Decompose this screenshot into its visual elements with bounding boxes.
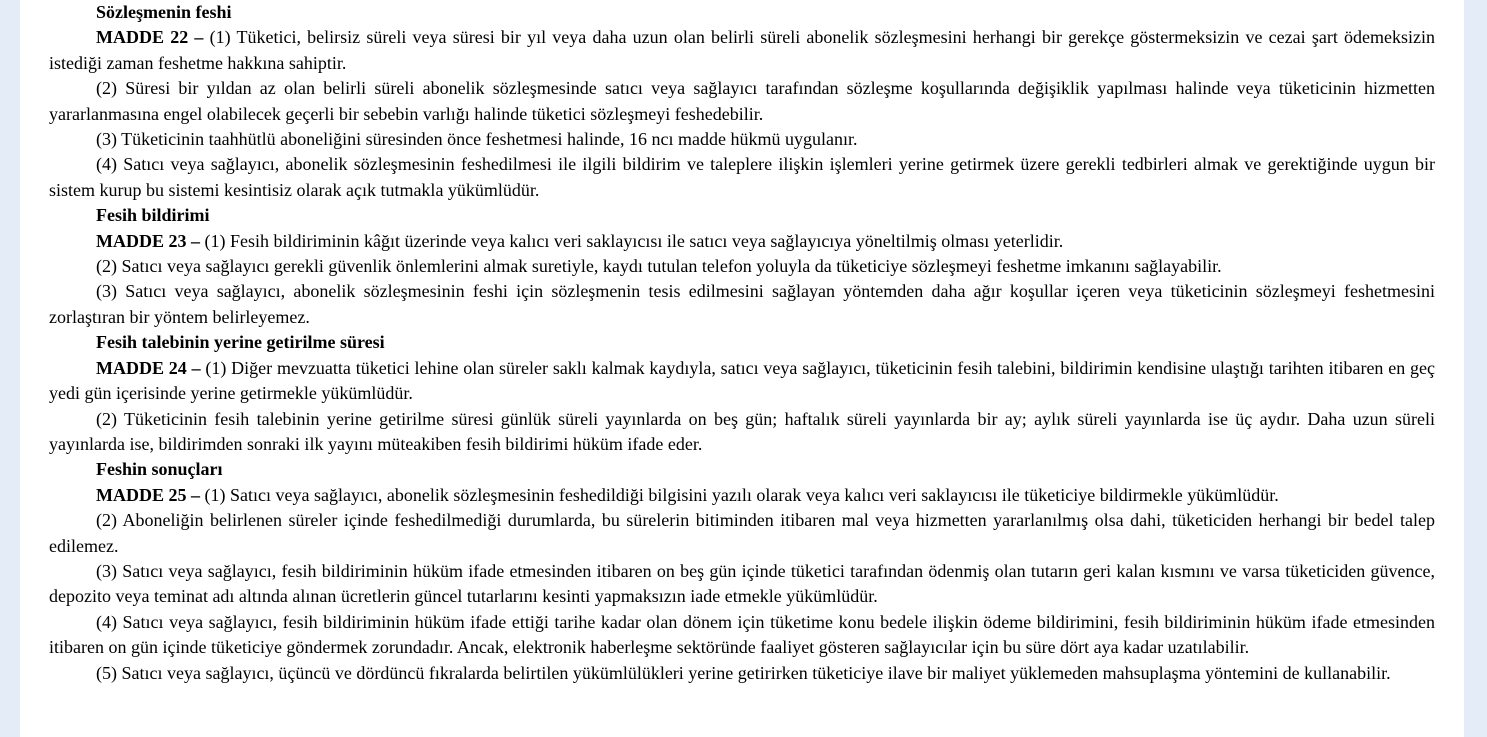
paragraph-madde-24-1 xyxy=(49,356,1435,407)
article-label-madde-23: MADDE 23 – xyxy=(96,230,200,251)
article-label-madde-22: MADDE 22 – xyxy=(96,27,204,48)
document-page xyxy=(20,0,1464,737)
paragraph-madde-23-2: (2) Satıcı veya sağlayıcı gerekli güvenlik önlemlerini almak suretiyle, kaydı tutulan telefon yoluyla da tüketiciye sözleşmeyi feshetme imkanını sağlayabilir. xyxy=(96,256,1222,277)
paragraph-madde-22-1 xyxy=(49,25,1435,76)
section-heading-madde-24: Fesih talebinin yerine getirilme süresi xyxy=(96,332,385,353)
paragraph-madde-25-3: (3) Satıcı veya sağlayıcı, fesih bildiriminin hüküm ifade etmesinden itibaren on beş gün içinde tüketici tarafından ödenmiş olan tutarın geri kalan kısmını ve varsa tüketiciden güvence, depozito veya teminat adı altında alınan ücretlerin güncel tutarlarını kesinti yapmaksızın iade etmekle yükümlüdür. xyxy=(49,560,1435,607)
paragraph-madde-24-2: (2) Tüketicinin fesih talebinin yerine getirilme süresi günlük süreli yayınlarda on beş gün; haftalık süreli yayınlarda bir ay; aylık süreli yayınlarda ise üç aydır. Daha uzun süreli yayınlarda ise, bildirimden sonraki ilk yayını müteakiben fesih bildirimi hüküm ifade eder. xyxy=(49,408,1435,454)
paragraph-madde-22-4: (4) Satıcı veya sağlayıcı, abonelik sözleşmesinin feshedilmesi ile ilgili bildirim ve taleplere ilişkin işlemleri yerine getirmek üzere gerekli tedbirleri almak ve gerektiğinde uygun bir sistem kurup bu sistemi kesintisiz olarak açık tutmakla yükümlüdür. xyxy=(49,154,1435,200)
paragraph-madde-23-1 xyxy=(49,229,1435,254)
paragraph-madde-22-2: (2) Süresi bir yıldan az olan belirli süreli abonelik sözleşmesinde satıcı veya sağlayıcı tarafından sözleşme koşullarında değişiklik yapılması halinde veya tüketicinin hizmetten yararlanmasına engel olabilecek geçerli bir sebebin varlığı halinde tüketici sözleşmeyi feshedebilir. xyxy=(49,78,1435,124)
paragraph-madde-25-2: (2) Aboneliğin belirlenen süreler içinde feshedilmediği durumlarda, bu sürelerin bitiminden itibaren mal veya hizmetten yararlanılmış olsa dahi, tüketiciden herhangi bir bedel talep edilemez. xyxy=(49,510,1435,556)
paragraph-text: (1) Satıcı veya sağlayıcı, abonelik sözleşmesinin feshedildiği bilgisini yazılı olarak veya kalıcı veri saklayıcısı ile tüketiciye bildirmekle yükümlüdür. xyxy=(204,484,1279,505)
article-label-madde-24: MADDE 24 – xyxy=(96,357,201,378)
paragraph-text: (1) Diğer mevzuatta tüketici lehine olan süreler saklı kalmak kaydıyla, satıcı veya sağlayıcı, tüketicinin fesih talebini, bildirimin kendisine ulaştığı tarihten itibaren en geç yedi gün içerisinde yerine getirmekle yükümlüdür. xyxy=(49,357,1435,404)
section-heading-madde-25: Feshin sonuçları xyxy=(96,459,223,480)
section-heading-madde-22: Sözleşmenin feshi xyxy=(96,2,232,22)
paragraph-madde-25-1 xyxy=(49,483,1435,508)
section-heading-madde-23: Fesih bildirimi xyxy=(96,205,210,226)
paragraph-madde-25-4: (4) Satıcı veya sağlayıcı, fesih bildiriminin hüküm ifade ettiği tarihe kadar olan dönem için tüketime konu bedele ilişkin ödeme bildirimini, fesih bildiriminin hüküm ifade etmesinden itibaren on gün içinde tüketiciye göndermek zorundadır. Ancak, elektronik haberleşme sektöründe faaliyet gösteren sağlayıcılar için bu süre dört aya kadar uzatılabilir. xyxy=(49,611,1435,658)
paragraph-madde-22-3: (3) Tüketicinin taahhütlü aboneliğini süresinden önce feshetmesi halinde, 16 ncı madde hükmü uygulanır. xyxy=(96,129,858,150)
paragraph-madde-23-3: (3) Satıcı veya sağlayıcı, abonelik sözleşmesinin feshi için sözleşmenin tesis edilmesini sağlayan yöntemden daha ağır koşullar içeren veya tüketicinin sözleşmeyi feshetmesini zorlaştıran bir yöntem belirleyemez. xyxy=(49,281,1435,327)
legal-text-body xyxy=(49,0,1435,686)
paragraph-text: (1) Tüketici, belirsiz süreli veya süresi bir yıl veya daha uzun olan belirli süreli abonelik sözleşmesini herhangi bir gerekçe göstermeksizin ve cezai şart ödemeksizin istediği zaman feshetme hakkına sahiptir. xyxy=(49,27,1435,73)
article-label-madde-25: MADDE 25 – xyxy=(96,484,200,505)
paragraph-text: (1) Fesih bildiriminin kâğıt üzerinde veya kalıcı veri saklayıcısı ile satıcı veya sağlayıcıya yöneltilmiş olması yeterlidir. xyxy=(204,230,1064,251)
paragraph-madde-25-5: (5) Satıcı veya sağlayıcı, üçüncü ve dördüncü fıkralarda belirtilen yükümlülükleri yerine getirirken tüketiciye ilave bir maliyet yüklemeden mahsuplaşma yöntemini de kullanabilir. xyxy=(96,662,1391,683)
